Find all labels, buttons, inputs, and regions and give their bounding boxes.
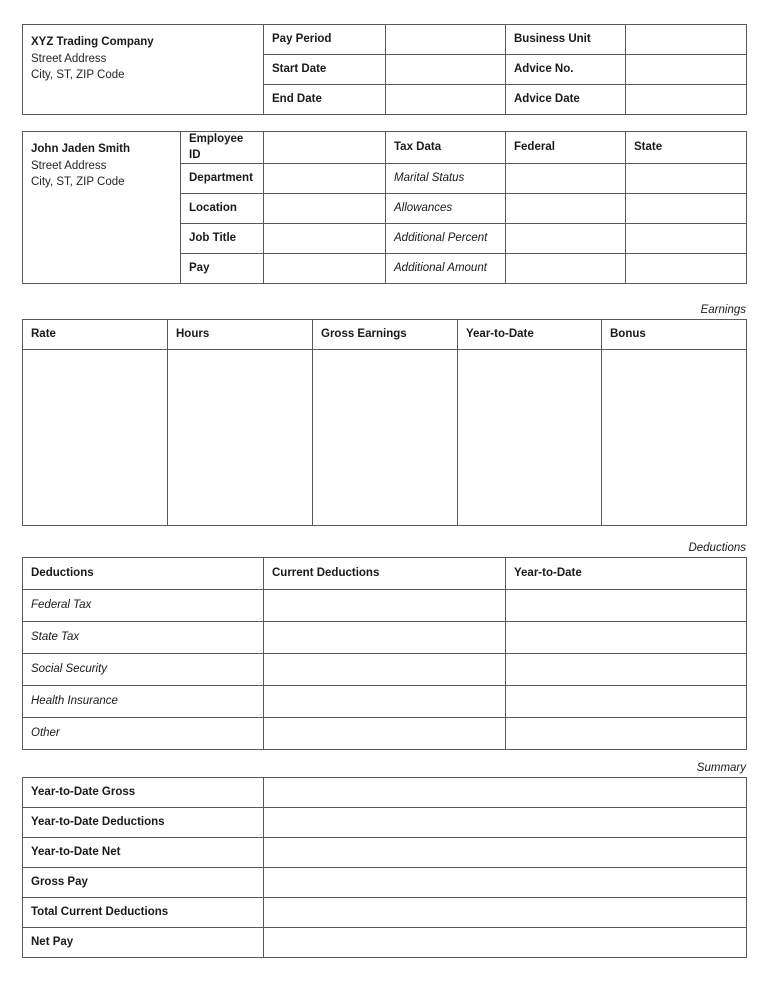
tax-state-header: State xyxy=(626,132,747,164)
additional-amount-state-value[interactable] xyxy=(626,254,747,284)
company-name: XYZ Trading Company xyxy=(31,36,154,48)
summary-label-ytd-deductions: Year-to-Date Deductions xyxy=(23,808,264,838)
additional-amount-label: Additional Amount xyxy=(386,254,506,284)
earnings-hours-value[interactable] xyxy=(168,350,313,526)
deduction-ytd-health-insurance[interactable] xyxy=(506,686,747,718)
marital-status-federal-value[interactable] xyxy=(506,164,626,194)
table-row xyxy=(23,778,747,808)
table-row xyxy=(23,808,747,838)
department-value[interactable] xyxy=(264,164,386,194)
location-value[interactable] xyxy=(264,194,386,224)
location-label: Location xyxy=(181,194,264,224)
earnings-col-rate: Rate xyxy=(23,320,168,350)
additional-percent-label: Additional Percent xyxy=(386,224,506,254)
company-header-table xyxy=(22,24,747,115)
company-address-cell xyxy=(23,25,264,115)
table-row xyxy=(23,320,747,350)
employee-address-line1: Street Address xyxy=(31,159,107,172)
advice-no-label: Advice No. xyxy=(506,55,626,85)
summary-caption: Summary xyxy=(696,762,746,775)
tax-federal-header: Federal xyxy=(506,132,626,164)
company-address-line2: City, ST, ZIP Code xyxy=(31,69,125,82)
table-row xyxy=(23,622,747,654)
table-row xyxy=(23,590,747,622)
table-row xyxy=(23,898,747,928)
summary-value-ytd-gross[interactable] xyxy=(264,778,747,808)
employee-address-cell xyxy=(23,132,181,284)
earnings-caption: Earnings xyxy=(700,304,746,317)
start-date-label: Start Date xyxy=(264,55,386,85)
end-date-value[interactable] xyxy=(386,85,506,115)
end-date-label: End Date xyxy=(264,85,386,115)
marital-status-state-value[interactable] xyxy=(626,164,747,194)
spacer xyxy=(22,526,746,542)
spacer xyxy=(22,115,746,131)
start-date-value[interactable] xyxy=(386,55,506,85)
earnings-bonus-value[interactable] xyxy=(602,350,747,526)
job-title-value[interactable] xyxy=(264,224,386,254)
summary-label-ytd-net: Year-to-Date Net xyxy=(23,838,264,868)
employee-name: John Jaden Smith xyxy=(31,143,131,155)
earnings-col-gross-earnings: Gross Earnings xyxy=(313,320,458,350)
summary-table xyxy=(22,777,747,958)
earnings-col-hours: Hours xyxy=(168,320,313,350)
deduction-current-federal-tax[interactable] xyxy=(264,590,506,622)
deduction-label-federal-tax: Federal Tax xyxy=(23,590,264,622)
earnings-gross-earnings-value[interactable] xyxy=(313,350,458,526)
summary-label-net-pay: Net Pay xyxy=(23,928,264,958)
summary-value-total-current-deductions[interactable] xyxy=(264,898,747,928)
summary-value-ytd-net[interactable] xyxy=(264,838,747,868)
summary-value-net-pay[interactable] xyxy=(264,928,747,958)
additional-percent-federal-value[interactable] xyxy=(506,224,626,254)
allowances-federal-value[interactable] xyxy=(506,194,626,224)
earnings-col-year-to-date: Year-to-Date xyxy=(458,320,602,350)
employee-address-line2: City, ST, ZIP Code xyxy=(31,176,125,189)
earnings-col-bonus: Bonus xyxy=(602,320,747,350)
employee-id-value[interactable] xyxy=(264,132,386,164)
deduction-current-social-security[interactable] xyxy=(264,654,506,686)
employee-info-table xyxy=(22,131,747,284)
allowances-label: Allowances xyxy=(386,194,506,224)
business-unit-label: Business Unit xyxy=(506,25,626,55)
pay-period-label: Pay Period xyxy=(264,25,386,55)
pay-label: Pay xyxy=(181,254,264,284)
deduction-current-health-insurance[interactable] xyxy=(264,686,506,718)
summary-value-gross-pay[interactable] xyxy=(264,868,747,898)
earnings-rate-value[interactable] xyxy=(23,350,168,526)
table-row xyxy=(23,718,747,750)
table-row xyxy=(23,838,747,868)
advice-date-value[interactable] xyxy=(626,85,747,115)
deduction-label-health-insurance: Health Insurance xyxy=(23,686,264,718)
additional-amount-federal-value[interactable] xyxy=(506,254,626,284)
table-row xyxy=(23,25,747,55)
pay-period-value[interactable] xyxy=(386,25,506,55)
deduction-current-state-tax[interactable] xyxy=(264,622,506,654)
job-title-label: Job Title xyxy=(181,224,264,254)
additional-percent-state-value[interactable] xyxy=(626,224,747,254)
deductions-table xyxy=(22,557,747,750)
summary-label-total-current-deductions: Total Current Deductions xyxy=(23,898,264,928)
deduction-ytd-federal-tax[interactable] xyxy=(506,590,747,622)
summary-label-gross-pay: Gross Pay xyxy=(23,868,264,898)
table-row xyxy=(23,654,747,686)
advice-date-label: Advice Date xyxy=(506,85,626,115)
deduction-label-other: Other xyxy=(23,718,264,750)
earnings-year-to-date-value[interactable] xyxy=(458,350,602,526)
employee-id-label: Employee ID xyxy=(181,132,264,164)
advice-no-value[interactable] xyxy=(626,55,747,85)
table-row xyxy=(23,928,747,958)
allowances-state-value[interactable] xyxy=(626,194,747,224)
department-label: Department xyxy=(181,164,264,194)
deduction-current-other[interactable] xyxy=(264,718,506,750)
deduction-label-social-security: Social Security xyxy=(23,654,264,686)
business-unit-value[interactable] xyxy=(626,25,747,55)
deductions-col-current: Current Deductions xyxy=(264,558,506,590)
summary-label-ytd-gross: Year-to-Date Gross xyxy=(23,778,264,808)
deductions-col-year-to-date: Year-to-Date xyxy=(506,558,747,590)
company-address-line1: Street Address xyxy=(31,52,107,65)
deduction-ytd-social-security[interactable] xyxy=(506,654,747,686)
tax-data-label: Tax Data xyxy=(386,132,506,164)
table-row xyxy=(23,868,747,898)
spacer xyxy=(22,750,746,762)
deduction-label-state-tax: State Tax xyxy=(23,622,264,654)
deduction-ytd-other[interactable] xyxy=(506,718,747,750)
deductions-col-deductions: Deductions xyxy=(23,558,264,590)
summary-value-ytd-deductions[interactable] xyxy=(264,808,747,838)
deduction-ytd-state-tax[interactable] xyxy=(506,622,747,654)
spacer xyxy=(22,284,746,304)
table-row xyxy=(23,558,747,590)
deductions-caption: Deductions xyxy=(688,542,746,555)
marital-status-label: Marital Status xyxy=(386,164,506,194)
table-row xyxy=(23,686,747,718)
earnings-table xyxy=(22,319,747,526)
pay-value[interactable] xyxy=(264,254,386,284)
table-row xyxy=(23,350,747,526)
table-row xyxy=(23,132,747,164)
